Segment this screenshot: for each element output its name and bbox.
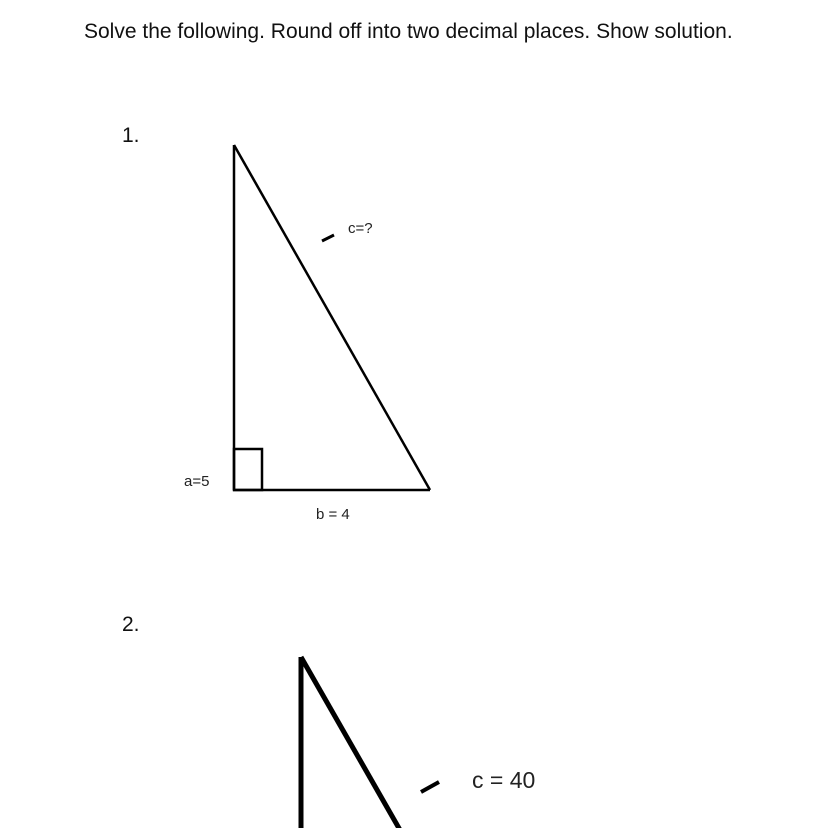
side-b-label: b = 4 <box>316 506 350 523</box>
hypotenuse-tick <box>421 782 439 792</box>
side-a-label: a=5 <box>184 473 210 490</box>
hypotenuse-label: c=? <box>348 220 373 237</box>
problem-2-number: 2. <box>122 613 140 636</box>
right-angle-marker <box>234 449 262 490</box>
hypotenuse-label: c = 40 <box>472 767 536 793</box>
problem-1-number: 1. <box>122 124 140 147</box>
hypotenuse-line <box>301 657 400 828</box>
hypotenuse-line <box>234 145 430 490</box>
hypotenuse-tick <box>322 235 334 241</box>
problem-2-triangle <box>301 657 535 828</box>
problem-1-triangle <box>184 145 430 523</box>
instructions: Solve the following. Round off into two decimal places. Show solution. <box>84 20 733 43</box>
